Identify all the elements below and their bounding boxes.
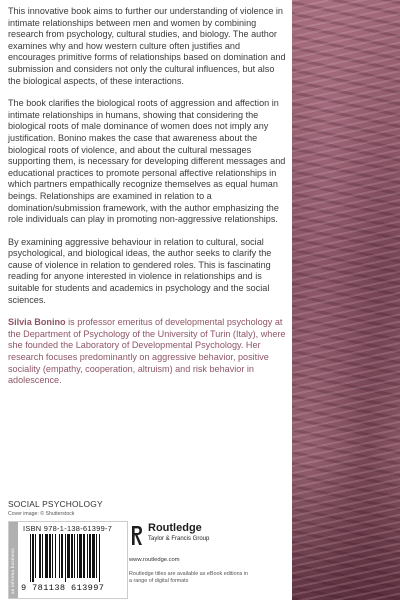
author-bio — [8, 317, 286, 387]
description-paragraph-1: This innovative book aims to further our understanding of violence in intimate relationships between men and women by combining research from psychology, cultural studies, and biology. The author examines why and how western culture often justifies and encourages primitive forms of relationships based on domination and submission and considers not only the cultural influences, but also the biological aspects, of these interactions. — [8, 6, 286, 86]
cover-image-credit: Cover image: © Shutterstock — [8, 511, 75, 517]
cover-texture-image — [292, 0, 400, 600]
author-bio-text: is professor emeritus of developmental psychology at the Department of Psychology of the University of Turin (Italy), where she founded the Laboratory of Developmental Psychology. Her research focuses predominantly on aggressive behavior, positive sociality (empathy, cooperation, altruism) and risk behavior in adolescence. — [8, 317, 286, 386]
description-paragraph-2: The book clarifies the biological roots of aggression and affection in intimate relationships in humans, showing that considering the biological roots of male dominance of women does not imply any justification. Bonino makes the case that awareness about the biological roots of violence, and about the cultural messages supporting them, is necessary for developing different messages and educational practices to promote personal affective relationships in which partners empathically recognize themselves as equal human beings. Relationships are examined in relation to a domination/submission framework, with the author emphasizing the role individuals can play in promoting non-aggressive relationships. — [8, 98, 286, 225]
publisher-block — [129, 521, 289, 597]
informa-label: an informa business — [10, 548, 15, 594]
ebook-note: Routledge titles are available as eBook editions in a range of digital formats — [129, 571, 248, 584]
cover-footer — [8, 499, 288, 599]
publisher-url[interactable]: www.routledge.com — [129, 557, 180, 563]
subject-category: SOCIAL PSYCHOLOGY — [8, 499, 103, 509]
barcode-number: 9 781138 613997 — [21, 583, 105, 593]
routledge-r-icon — [129, 523, 144, 547]
publisher-tagline: Taylor & Francis Group — [148, 536, 210, 542]
barcode-icon — [29, 534, 121, 582]
description-paragraph-3: By examining aggressive behaviour in relation to cultural, social psychological, and biological ideas, the author seeks to clarify the cause of violence in relation to gendered roles. This is fascinating reading for anyone interested in violence in relationships and is suitable for students and academics in psychology and the social sciences. — [8, 236, 272, 305]
author-name: Silvia Bonino — [8, 317, 66, 328]
isbn-barcode-box — [8, 521, 128, 599]
informa-side-strip — [9, 522, 18, 598]
publisher-name: Routledge — [148, 522, 202, 534]
back-cover-text — [8, 6, 286, 398]
isbn-label: ISBN 978-1-138-61399-7 — [23, 524, 113, 533]
